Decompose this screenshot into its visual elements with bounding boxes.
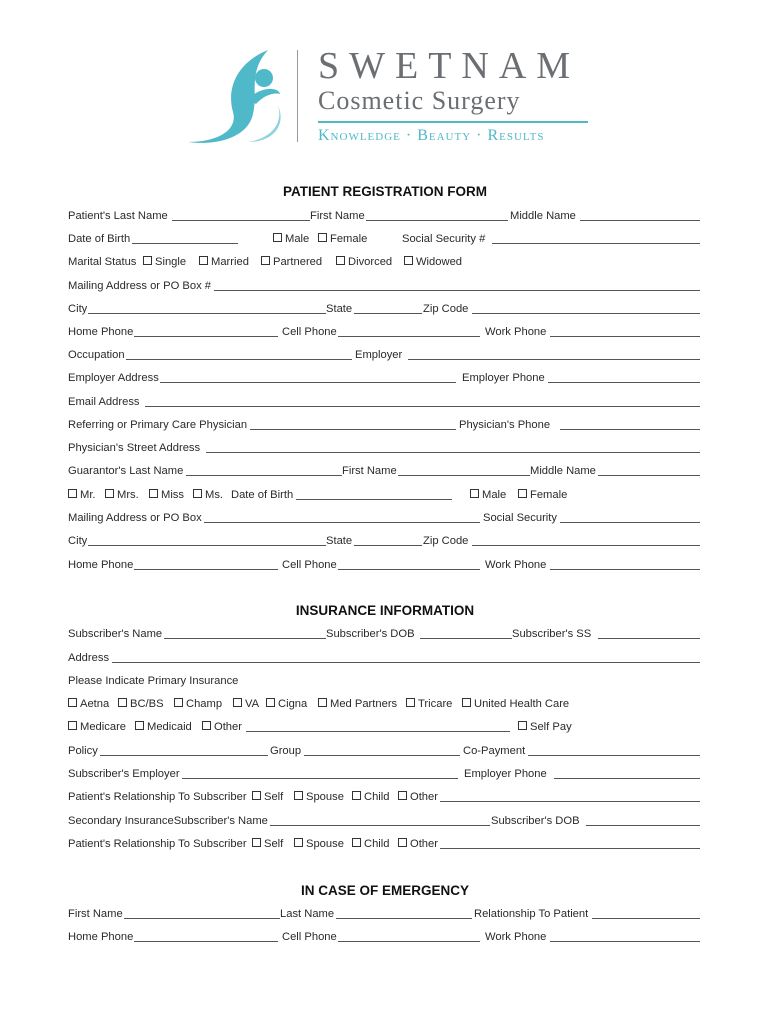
label-marital: Marital Status xyxy=(68,256,137,268)
label-champ: Champ xyxy=(186,698,223,710)
address-field[interactable] xyxy=(112,652,700,663)
other-rel-checkbox-2[interactable] xyxy=(398,838,407,847)
aetna-checkbox[interactable] xyxy=(68,698,77,707)
brand-subtitle: Cosmetic Surgery xyxy=(318,86,521,115)
label-medicaid: Medicaid xyxy=(147,721,192,733)
guarantor-male-checkbox[interactable] xyxy=(470,489,479,498)
self-checkbox-2[interactable] xyxy=(252,838,261,847)
guarantor-cell-field[interactable] xyxy=(338,559,480,570)
label-zip: Zip Code xyxy=(423,303,469,315)
guarantor-zip-field[interactable] xyxy=(472,535,700,546)
other-rel-field-2[interactable] xyxy=(440,838,700,849)
label-va: VA xyxy=(245,698,260,710)
label-sub-employer-phone: Employer Phone xyxy=(464,768,547,780)
physician-phone-field[interactable] xyxy=(560,419,700,430)
other-rel-checkbox[interactable] xyxy=(398,791,407,800)
other-checkbox[interactable] xyxy=(202,721,211,730)
city-field[interactable] xyxy=(88,303,326,314)
self-checkbox[interactable] xyxy=(252,791,261,800)
label-cell-phone: Cell Phone xyxy=(282,326,337,338)
label-guarantor-ssn: Social Security xyxy=(483,512,557,524)
secondary-dob-field[interactable] xyxy=(586,815,700,826)
mr-checkbox[interactable] xyxy=(68,489,77,498)
label-ms: Ms. xyxy=(205,489,224,501)
label-policy: Policy xyxy=(68,745,98,757)
married-checkbox[interactable] xyxy=(199,256,208,265)
med-partners-checkbox[interactable] xyxy=(318,698,327,707)
guarantor-female-checkbox[interactable] xyxy=(518,489,527,498)
guarantor-ssn-field[interactable] xyxy=(560,512,700,523)
label-guarantor-middle: Middle Name xyxy=(530,465,596,477)
sub-employer-phone-field[interactable] xyxy=(554,768,700,779)
label-guarantor-city: City xyxy=(68,535,88,547)
label-guarantor-dob: Date of Birth xyxy=(231,489,294,501)
label-guarantor-cell: Cell Phone xyxy=(282,559,337,571)
label-guarantor-home: Home Phone xyxy=(68,559,134,571)
label-miss: Miss xyxy=(161,489,184,501)
label-email: Email Address xyxy=(68,396,140,408)
employer-field[interactable] xyxy=(408,349,700,360)
mailing-field[interactable] xyxy=(214,280,700,291)
male-checkbox[interactable] xyxy=(273,233,282,242)
email-field[interactable] xyxy=(145,396,700,407)
label-guarantor-zip: Zip Code xyxy=(423,535,469,547)
label-employer-address: Employer Address xyxy=(68,372,159,384)
sub-employer-field[interactable] xyxy=(182,768,458,779)
other-insurance-field[interactable] xyxy=(246,721,510,732)
label-state: State xyxy=(326,303,353,315)
label-child: Child xyxy=(364,791,390,803)
guarantor-dob-field[interactable] xyxy=(296,489,452,500)
label-tricare: Tricare xyxy=(418,698,453,710)
spouse-checkbox-2[interactable] xyxy=(294,838,303,847)
group-field[interactable] xyxy=(304,745,460,756)
label-guarantor-female: Female xyxy=(530,489,568,501)
physician-street-field[interactable] xyxy=(206,442,700,453)
child-checkbox[interactable] xyxy=(352,791,361,800)
va-checkbox[interactable] xyxy=(233,698,242,707)
label-em-work: Work Phone xyxy=(485,931,547,943)
label-mr: Mr. xyxy=(80,489,96,501)
mrs-checkbox[interactable] xyxy=(105,489,114,498)
copayment-field[interactable] xyxy=(528,745,700,756)
label-male: Male xyxy=(285,233,310,245)
ssn-field[interactable] xyxy=(492,233,700,244)
uhc-checkbox[interactable] xyxy=(462,698,471,707)
label-work-phone: Work Phone xyxy=(485,326,547,338)
label-mrs: Mrs. xyxy=(117,489,139,501)
state-field[interactable] xyxy=(354,303,422,314)
single-checkbox[interactable] xyxy=(143,256,152,265)
label-indicate: Please Indicate Primary Insurance xyxy=(68,675,239,687)
label-dob: Date of Birth xyxy=(68,233,131,245)
label-relationship-2: Patient's Relationship To Subscriber xyxy=(68,838,247,850)
label-em-last: Last Name xyxy=(280,908,335,920)
label-guarantor-last: Guarantor's Last Name xyxy=(68,465,184,477)
label-other-rel: Other xyxy=(410,791,438,803)
secondary-field[interactable] xyxy=(270,815,490,826)
label-bcbs: BC/BS xyxy=(130,698,164,710)
partnered-checkbox[interactable] xyxy=(261,256,270,265)
child-checkbox-2[interactable] xyxy=(352,838,361,847)
label-ssn: Social Security # xyxy=(402,233,486,245)
referring-field[interactable] xyxy=(250,419,456,430)
label-subscriber-dob: Subscriber's DOB xyxy=(326,628,415,640)
label-address: Address xyxy=(68,652,110,664)
label-em-cell: Cell Phone xyxy=(282,931,337,943)
employer-address-field[interactable] xyxy=(160,372,456,383)
em-work-field[interactable] xyxy=(550,931,700,942)
guarantor-mailing-field[interactable] xyxy=(204,512,480,523)
label-city: City xyxy=(68,303,88,315)
label-copayment: Co-Payment xyxy=(463,745,526,757)
subscriber-ss-field[interactable] xyxy=(598,628,700,639)
label-widowed: Widowed xyxy=(416,256,463,268)
label-group: Group xyxy=(270,745,302,757)
label-mailing: Mailing Address or PO Box # xyxy=(68,280,212,292)
label-last-name: Patient's Last Name xyxy=(68,210,168,222)
label-uhc: United Health Care xyxy=(474,698,570,710)
label-em-first: First Name xyxy=(68,908,123,920)
label-female: Female xyxy=(330,233,368,245)
label-employer: Employer xyxy=(355,349,403,361)
cigna-checkbox[interactable] xyxy=(266,698,275,707)
label-self: Self xyxy=(264,791,284,803)
guarantor-work-field[interactable] xyxy=(550,559,700,570)
subscriber-name-field[interactable] xyxy=(164,628,326,639)
guarantor-city-field[interactable] xyxy=(88,535,326,546)
label-aetna: Aetna xyxy=(80,698,110,710)
occupation-field[interactable] xyxy=(126,349,352,360)
miss-checkbox[interactable] xyxy=(149,489,158,498)
label-employer-phone: Employer Phone xyxy=(462,372,545,384)
guarantor-middle-field[interactable] xyxy=(598,465,700,476)
label-occupation: Occupation xyxy=(68,349,125,361)
last-name-field[interactable] xyxy=(172,210,310,221)
label-married: Married xyxy=(211,256,249,268)
ms-checkbox[interactable] xyxy=(193,489,202,498)
brand-rule xyxy=(318,121,588,123)
label-em-relationship: Relationship To Patient xyxy=(474,908,589,920)
label-spouse-2: Spouse xyxy=(306,838,344,850)
label-guarantor-mailing: Mailing Address or PO Box xyxy=(68,512,202,524)
label-guarantor-first: First Name xyxy=(342,465,397,477)
tricare-checkbox[interactable] xyxy=(406,698,415,707)
spouse-checkbox[interactable] xyxy=(294,791,303,800)
label-home-phone: Home Phone xyxy=(68,326,134,338)
first-name-field[interactable] xyxy=(366,210,508,221)
other-rel-field[interactable] xyxy=(440,791,700,802)
label-em-home: Home Phone xyxy=(68,931,134,943)
subscriber-dob-field[interactable] xyxy=(420,628,512,639)
guarantor-home-field[interactable] xyxy=(134,559,278,570)
bcbs-checkbox[interactable] xyxy=(118,698,127,707)
label-physician-phone: Physician's Phone xyxy=(459,419,551,431)
em-relationship-field[interactable] xyxy=(592,908,700,919)
label-relationship: Patient's Relationship To Subscriber xyxy=(68,791,247,803)
label-medicare: Medicare xyxy=(80,721,127,733)
label-subscriber-name: Subscriber's Name xyxy=(68,628,163,640)
policy-field[interactable] xyxy=(100,745,268,756)
home-phone-field[interactable] xyxy=(134,326,278,337)
divorced-checkbox[interactable] xyxy=(336,256,345,265)
label-cigna: Cigna xyxy=(278,698,308,710)
label-self-2: Self xyxy=(264,838,284,850)
brand-name: SWETNAM xyxy=(318,45,581,87)
guarantor-state-field[interactable] xyxy=(354,535,422,546)
label-guarantor-state: State xyxy=(326,535,353,547)
dob-field[interactable] xyxy=(132,233,238,244)
em-last-field[interactable] xyxy=(336,908,472,919)
cell-phone-field[interactable] xyxy=(338,326,480,337)
label-secondary: Secondary InsuranceSubscriber's Name xyxy=(68,815,268,827)
label-guarantor-work: Work Phone xyxy=(485,559,547,571)
zip-field[interactable] xyxy=(472,303,700,314)
label-secondary-dob: Subscriber's DOB xyxy=(491,815,580,827)
label-subscriber-ss: Subscriber's SS xyxy=(512,628,592,640)
insurance-title: INSURANCE INFORMATION xyxy=(295,603,475,618)
label-child-2: Child xyxy=(364,838,390,850)
label-sub-employer: Subscriber's Employer xyxy=(68,768,180,780)
middle-name-field[interactable] xyxy=(580,210,700,221)
label-first-name: First Name xyxy=(310,210,365,222)
guarantor-last-field[interactable] xyxy=(186,465,342,476)
label-physician-street: Physician's Street Address xyxy=(68,442,201,454)
em-home-field[interactable] xyxy=(134,931,278,942)
label-referring: Referring or Primary Care Physician xyxy=(68,419,248,431)
work-phone-field[interactable] xyxy=(550,326,700,337)
medicare-checkbox[interactable] xyxy=(68,721,77,730)
female-checkbox[interactable] xyxy=(318,233,327,242)
widowed-checkbox[interactable] xyxy=(404,256,413,265)
logo-divider xyxy=(297,50,298,142)
em-first-field[interactable] xyxy=(124,908,280,919)
label-middle-name: Middle Name xyxy=(510,210,576,222)
champ-checkbox[interactable] xyxy=(174,698,183,707)
guarantor-first-field[interactable] xyxy=(398,465,530,476)
label-guarantor-male: Male xyxy=(482,489,507,501)
form-title: PATIENT REGISTRATION FORM xyxy=(283,184,487,199)
label-other-rel-2: Other xyxy=(410,838,438,850)
brand-tagline: Knowledge · Beauty · Results xyxy=(318,127,545,144)
label-self-pay: Self Pay xyxy=(530,721,572,733)
label-single: Single xyxy=(155,256,187,268)
emergency-title: IN CASE OF EMERGENCY xyxy=(300,883,470,898)
label-spouse: Spouse xyxy=(306,791,344,803)
em-cell-field[interactable] xyxy=(338,931,480,942)
label-divorced: Divorced xyxy=(348,256,393,268)
employer-phone-field[interactable] xyxy=(548,372,700,383)
label-partnered: Partnered xyxy=(273,256,323,268)
label-other: Other xyxy=(214,721,242,733)
medicaid-checkbox[interactable] xyxy=(135,721,144,730)
self-pay-checkbox[interactable] xyxy=(518,721,527,730)
label-med-partners: Med Partners xyxy=(330,698,398,710)
